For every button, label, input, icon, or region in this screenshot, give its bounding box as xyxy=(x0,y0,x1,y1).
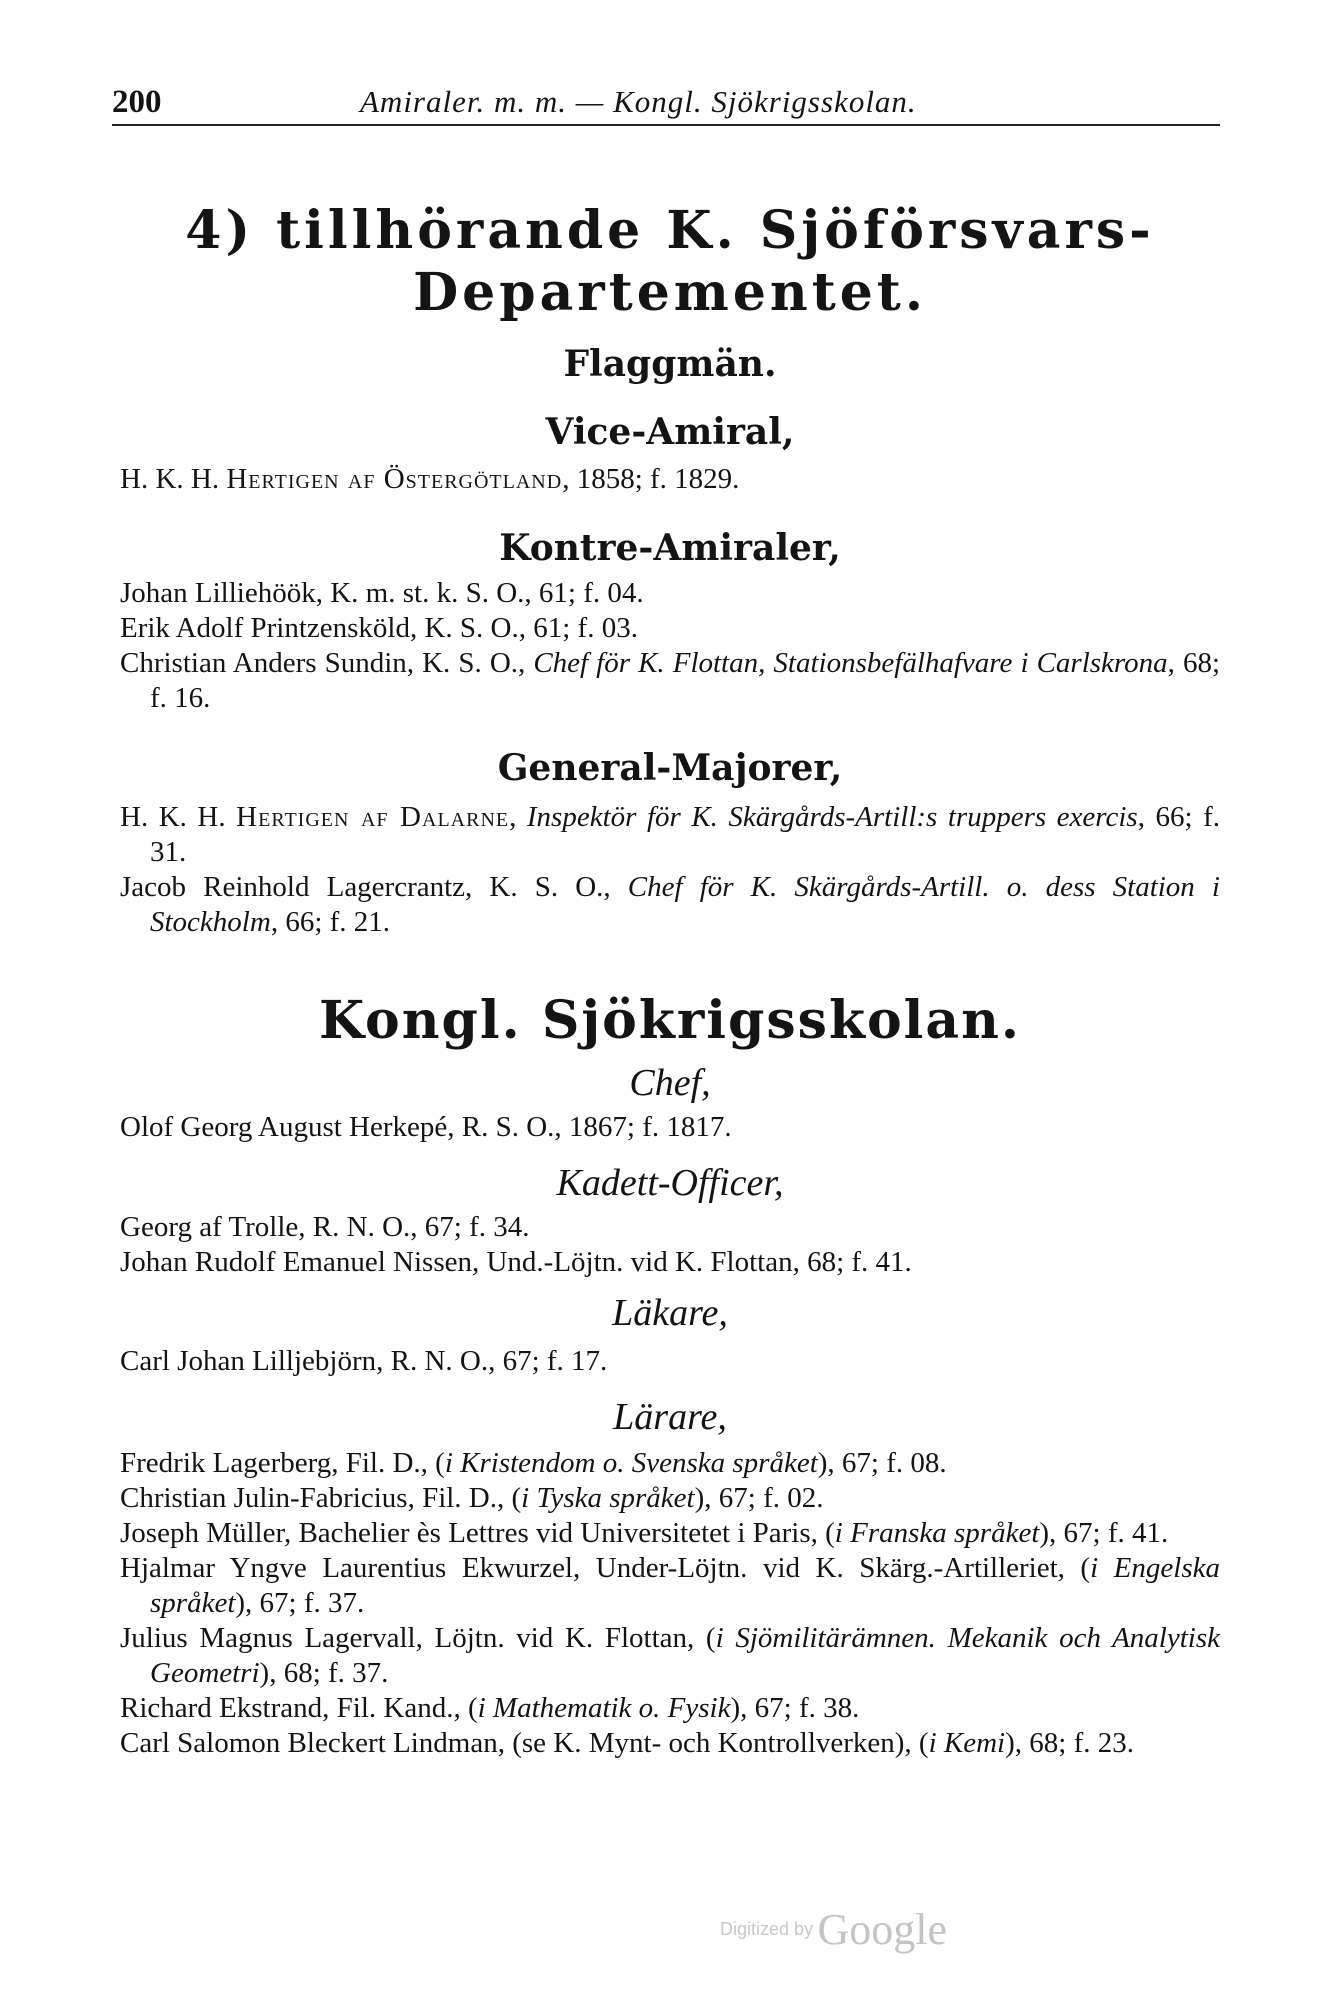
section-heading-chef: Chef, xyxy=(629,1062,711,1104)
entry-chef: Olof Georg August Herkepé, R. S. O., 1867; f. 1817. xyxy=(120,1111,732,1143)
entry-text: ), 68; f. 23. xyxy=(1005,1727,1134,1759)
section-heading-larare: Lärare, xyxy=(613,1396,727,1438)
department-title-line2: Departementet. xyxy=(413,262,927,323)
entry-text: ), 67; f. 41. xyxy=(1039,1517,1169,1549)
school-title: Kongl. Sjökrigsskolan. xyxy=(318,990,1022,1051)
kadett-officer-list xyxy=(120,1210,1220,1280)
entry-lakare: Carl Johan Lilljebjörn, R. N. O., 67; f. 17. xyxy=(120,1345,608,1377)
entry-title-name: Hertigen af Östergötland xyxy=(226,463,563,495)
entry-text: Joseph Müller, Bachelier ès Lettres vid Universitetet i Paris, ( xyxy=(120,1517,835,1549)
entry-italic: i Sjömilitärämnen. Mekanik och Analytisk Geometri xyxy=(150,1622,1221,1689)
entry-text: Hjalmar Yngve Laurentius Ekwurzel, Under-Löjtn. vid K. Skärg.-Artilleriet, ( xyxy=(120,1552,1091,1584)
entry-text: Richard Ekstrand, Fil. Kand., ( xyxy=(120,1692,478,1724)
entry-italic: i Franska språket xyxy=(834,1517,1040,1549)
entry-text: ), 68; f. 37. xyxy=(259,1657,389,1689)
list-item: Johan Rudolf Emanuel Nissen, Und.-Löjtn. vid K. Flottan, 68; f. 41. xyxy=(120,1246,912,1278)
entry-italic: Inspektör för K. Skärgårds-Artill:s truppers exercis xyxy=(526,801,1138,833)
list-item xyxy=(120,1621,1220,1691)
google-logo: Google xyxy=(817,1905,948,1954)
entry-text: Julius Magnus Lagervall, Löjtn. vid K. Flottan, ( xyxy=(120,1622,716,1654)
list-item xyxy=(120,646,1220,716)
list-item xyxy=(120,800,1220,870)
entry-text: , 66; f. 21. xyxy=(270,906,391,938)
entry-text: , 66; f. 31. xyxy=(150,801,1220,868)
entry-text: Christian Anders Sundin, K. S. O., xyxy=(120,647,534,679)
section-heading-flaggman: Flaggmän. xyxy=(563,343,777,385)
entry-text: , xyxy=(509,801,527,833)
section-heading-lakare: Läkare, xyxy=(612,1292,728,1334)
department-title-line1: 4) tillhörande K. Sjöförsvars- xyxy=(185,200,1155,261)
kontre-amiraler-list xyxy=(120,576,1220,716)
list-item: Erik Adolf Printzensköld, K. S. O., 61; f. 03. xyxy=(120,612,638,644)
list-item xyxy=(120,1516,1220,1551)
entry-text: ), 67; f. 02. xyxy=(694,1482,824,1514)
entry-italic: i Kristendom o. Svenska språket xyxy=(444,1447,818,1479)
entry-text: ), 67; f. 38. xyxy=(730,1692,860,1724)
entry-italic: Chef för K. Skärgårds-Artill. o. dess Station i Stockholm xyxy=(150,871,1220,938)
section-heading-general-majorer: General-Majorer, xyxy=(497,747,843,789)
entry-vice-amiral xyxy=(120,462,1220,497)
entry-text: Jacob Reinhold Lagercrantz, K. S. O., xyxy=(120,871,628,903)
list-item xyxy=(120,870,1220,940)
section-heading-kadett-officer: Kadett-Officer, xyxy=(556,1162,784,1204)
list-item: Johan Lilliehöök, K. m. st. k. S. O., 61; f. 04. xyxy=(120,577,644,609)
entry-italic: i Engelska språket xyxy=(150,1552,1220,1619)
list-item xyxy=(120,1446,1220,1481)
entry-text: Carl Salomon Bleckert Lindman, (se K. Mynt- och Kontrollverken), ( xyxy=(120,1727,929,1759)
digitized-by-watermark xyxy=(720,1904,947,1955)
entry-italic: i Mathematik o. Fysik xyxy=(477,1692,731,1724)
list-item xyxy=(120,1551,1220,1621)
section-heading-vice-amiral: Vice-Amiral, xyxy=(545,411,795,453)
entry-italic: i Kemi xyxy=(928,1727,1006,1759)
entry-title-name: Hertigen af Dalarne xyxy=(236,801,510,833)
list-item xyxy=(120,1691,1220,1726)
entry-text: ), 67; f. 37. xyxy=(235,1587,365,1619)
entry-text: H. K. H. xyxy=(120,801,237,833)
entry-text: ), 67; f. 08. xyxy=(817,1447,947,1479)
entry-prefix: H. K. H. xyxy=(120,463,220,495)
list-item: Georg af Trolle, R. N. O., 67; f. 34. xyxy=(120,1211,530,1243)
running-title: Amiraler. m. m. — Kongl. Sjökrigsskolan. xyxy=(360,84,917,119)
page-header xyxy=(112,78,1220,126)
entry-rest: , 1858; f. 1829. xyxy=(562,463,740,495)
entry-text: Christian Julin-Fabricius, Fil. D., ( xyxy=(120,1482,522,1514)
entry-text: Fredrik Lagerberg, Fil. D., ( xyxy=(120,1447,445,1479)
digitized-by-label: Digitized by xyxy=(720,1919,814,1939)
entry-text: , 68; f. 16. xyxy=(150,647,1220,714)
general-majorer-list xyxy=(120,800,1220,940)
list-item xyxy=(120,1726,1220,1761)
entry-italic: i Tyska språket xyxy=(521,1482,695,1514)
page-number: 200 xyxy=(112,84,162,120)
department-title xyxy=(120,200,1220,324)
list-item xyxy=(120,1481,1220,1516)
larare-list xyxy=(120,1446,1220,1761)
section-heading-kontre-amiraler: Kontre-Amiraler, xyxy=(499,527,841,569)
entry-italic: Chef för K. Flottan, Stationsbefälhafvare i Carlskrona xyxy=(533,647,1168,679)
